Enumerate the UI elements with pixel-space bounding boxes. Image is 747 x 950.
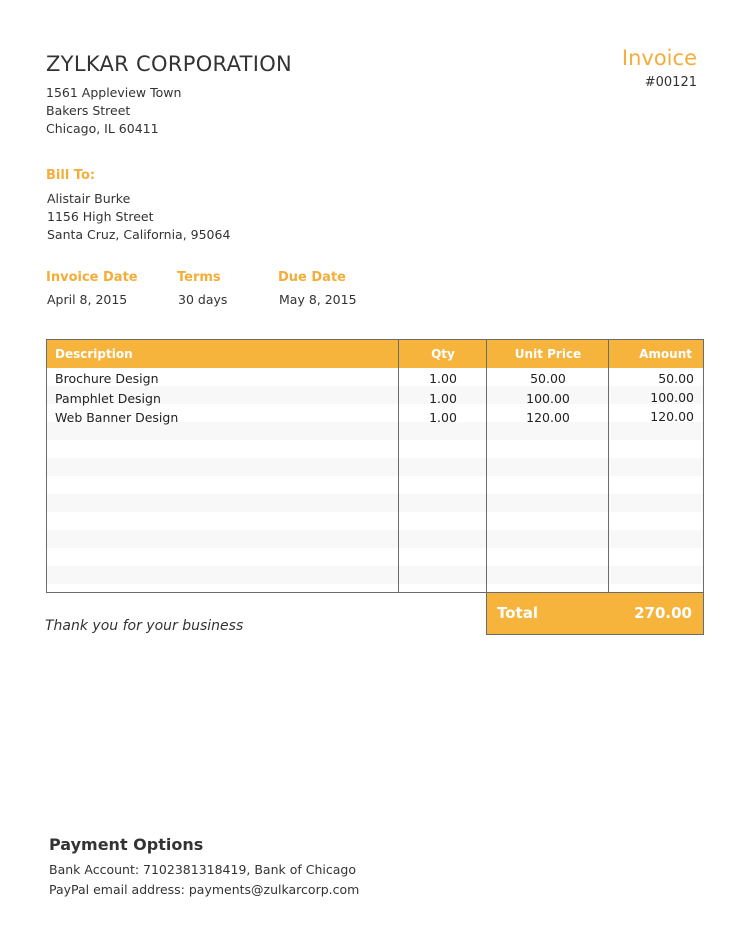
header-unit-price: Unit Price [514,347,582,361]
header-description: Description [55,347,133,361]
company-address-line: 1561 Appleview Town [46,85,182,100]
cell-amount: 50.00 [658,371,694,386]
bill-to-address-line: Alistair Burke [47,191,131,206]
payment-options-title: Payment Options [49,835,204,854]
bill-to-address-line: 1156 High Street [47,209,154,224]
cell-description: Pamphlet Design [55,391,161,406]
due-date-value: May 8, 2015 [279,292,357,307]
company-address [46,84,181,138]
invoice-date-label: Invoice Date [46,270,138,285]
payment-bank-line: Bank Account: 7102381318419, Bank of Chicago [49,862,356,877]
total-label: Total [497,604,538,622]
table-row-stripe [47,530,703,548]
terms-label: Terms [177,270,221,285]
bill-to-label: Bill To: [46,168,96,183]
table-row-stripe [47,458,703,476]
total-value: 270.00 [634,604,692,622]
cell-unit-price: 100.00 [526,391,570,406]
terms-value: 30 days [178,292,228,307]
cell-description: Web Banner Design [55,410,179,425]
table-row-stripe [47,566,703,584]
due-date-label: Due Date [278,270,346,285]
thank-you-note: Thank you for your business [45,618,244,634]
payment-paypal-line: PayPal email address: payments@zulkarcorp.com [49,882,360,897]
cell-amount: 120.00 [650,409,694,424]
header-amount: Amount [639,347,692,361]
bill-to-address [47,190,230,244]
cell-qty: 1.00 [429,410,457,425]
cell-unit-price: 120.00 [526,410,570,425]
cell-qty: 1.00 [429,391,457,406]
total-box [486,592,704,635]
invoice-date-value: April 8, 2015 [47,292,128,307]
items-table [46,339,704,593]
bill-to-address-line: Santa Cruz, California, 95064 [47,227,231,242]
company-address-line: Chicago, IL 60411 [46,121,159,136]
company-name: ZYLKAR CORPORATION [46,52,293,76]
company-address-line: Bakers Street [46,103,131,118]
cell-description: Brochure Design [55,371,159,386]
cell-unit-price: 50.00 [530,371,566,386]
cell-amount: 100.00 [650,390,694,405]
table-header [47,340,703,368]
table-row-stripe [47,494,703,512]
header-qty: Qty [431,347,455,361]
invoice-number: #00121 [644,75,697,90]
invoice-title: Invoice [621,46,697,70]
cell-qty: 1.00 [429,371,457,386]
